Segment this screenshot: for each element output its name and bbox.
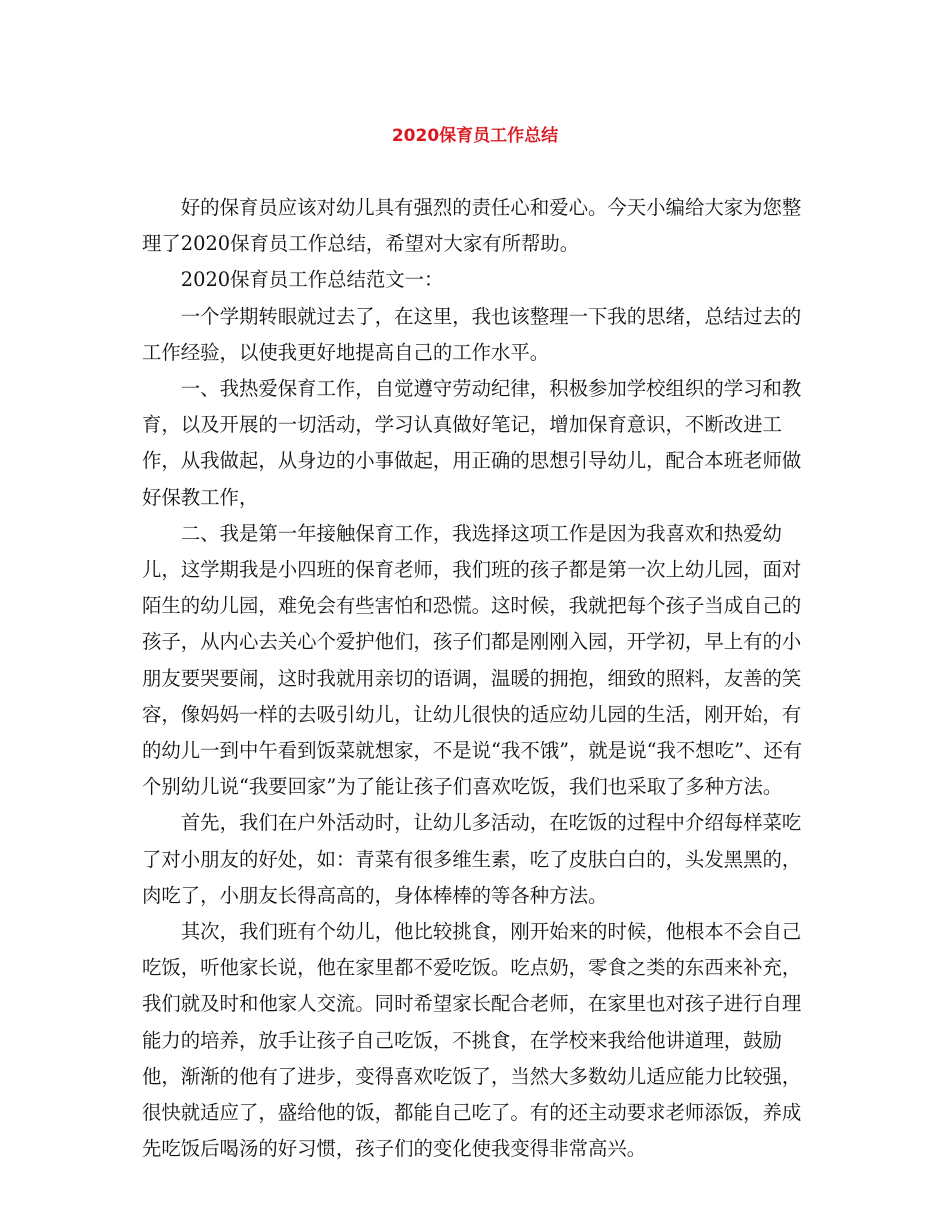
paragraph-second: 其次，我们班有个幼儿，他比较挑食，刚开始来的时候，他根本不会自己吃饭，听他家长说，他在家里都不爱吃饭。吃点奶，零食之类的东西来补充，我们就及时和他家人交流。同时希望家长配合老师，在家里也对孩子进行自理能力的培养，放手让孩子自己吃饭，不挑食，在学校来我给他讲道理，鼓励他，渐渐的他有了进步，变得喜欢吃饭了，当然大多数幼儿适应能力比较强，很快就适应了，盛给他的饭，都能自己吃了。有的还主动要求老师添饭，养成先吃饭后喝汤的好习惯，孩子们的变化使我变得非常高兴。 <box>142 920 802 1161</box>
document-body <box>142 190 810 1167</box>
paragraph-point-two: 二、我是第一年接触保育工作，我选择这项工作是因为我喜欢和热爱幼儿，这学期我是小四班的保育老师，我们班的孩子都是第一次上幼儿园，面对陌生的幼儿园，难免会有些害怕和恐慌。这时候，我就把每个孩子当成自己的孩子，从内心去关心个爱护他们，孩子们都是刚刚入园，开学初，早上有的小朋友要哭要闹，这时我就用亲切的语调，温暖的拥抱，细致的照料，友善的笑容，像妈妈一样的去吸引幼儿，让幼儿很快的适应幼儿园的生活，刚开始，有的幼儿一到中午看到饭菜就想家，不是说“我不饿”，就是说“我不想吃”、还有个别幼儿说“我要回家”为了能让孩子们喜欢吃饭，我们也采取了多种方法。 <box>142 521 803 799</box>
paragraph-opening: 一个学期转眼就过去了，在这里，我也该整理一下我的思绪，总结过去的工作经验，以使我更好地提高自己的工作水平。 <box>142 304 802 364</box>
paragraph-sample-heading: 2020保育员工作总结范文一： <box>180 268 444 292</box>
paragraph-point-one: 一、我热爱保育工作，自觉遵守劳动纪律，积极参加学校组织的学习和教育，以及开展的一切活动，学习认真做好笔记，增加保育意识，不断改进工作，从我做起，从身边的小事做起，用正确的思想引导幼儿，配合本班老师做好保教工作， <box>142 377 802 509</box>
paragraph-first: 首先，我们在户外活动时，让幼儿多活动，在吃饭的过程中介绍每样菜吃了对小朋友的好处，如：青菜有很多维生素，吃了皮肤白白的，头发黑黑的，肉吃了，小朋友长得高高的，身体棒棒的等各种方法。 <box>142 811 802 907</box>
paragraph-intro: 好的保育员应该对幼儿具有强烈的责任心和爱心。今天小编给大家为您整理了2020保育员工作总结，希望对大家有所帮助。 <box>142 196 802 256</box>
document-title: 2020保育员工作总结 <box>391 126 559 146</box>
